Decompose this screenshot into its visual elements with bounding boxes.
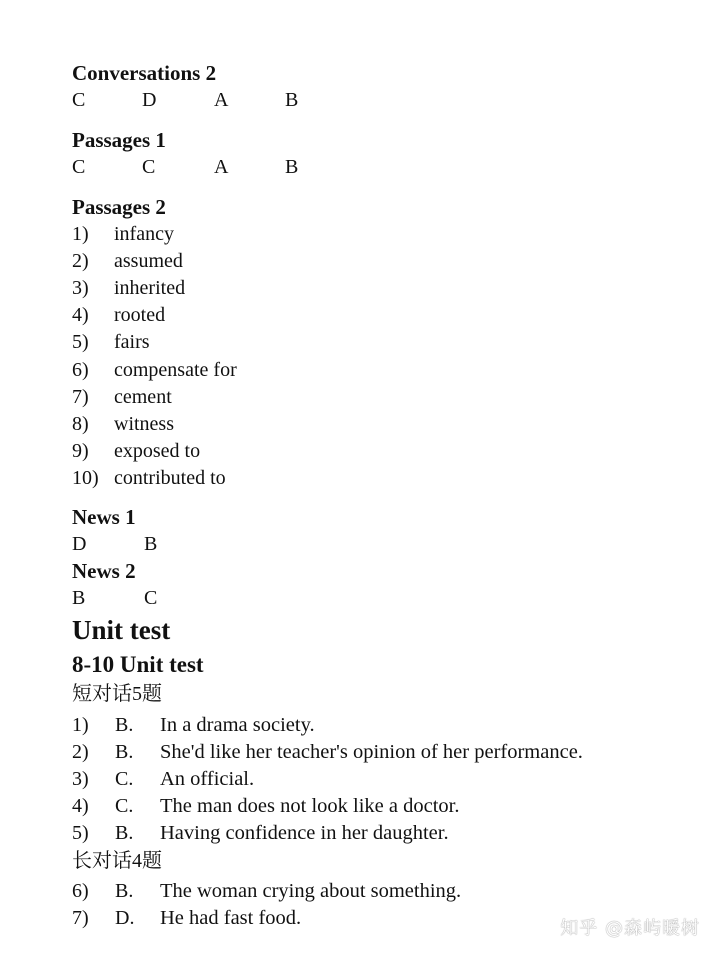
question-number: 6) — [72, 880, 89, 902]
section-title-news-1: News 1 — [72, 505, 136, 529]
answer-choice: C — [72, 156, 86, 178]
item-number: 2) — [72, 250, 89, 272]
answer-choice: A — [214, 156, 229, 178]
item-number: 3) — [72, 277, 89, 299]
question-answer-text: The man does not look like a doctor. — [160, 795, 460, 817]
item-answer: assumed — [114, 250, 183, 272]
question-choice: B. — [115, 880, 134, 902]
answer-choice: C — [144, 587, 158, 609]
item-answer: witness — [114, 413, 174, 435]
question-choice: D. — [115, 907, 135, 929]
section-title-passages-1: Passages 1 — [72, 128, 166, 152]
question-answer-text: Having confidence in her daughter. — [160, 822, 449, 844]
section-title-news-2: News 2 — [72, 559, 136, 583]
item-answer: fairs — [114, 331, 150, 353]
item-number: 6) — [72, 359, 89, 381]
question-answer-text: He had fast food. — [160, 907, 302, 929]
item-answer: infancy — [114, 223, 174, 245]
section-title-conversations-2: Conversations 2 — [72, 61, 217, 85]
answer-choice: C — [72, 89, 86, 111]
page-heading-unit-test: Unit test — [72, 615, 171, 645]
item-answer: contributed to — [114, 467, 226, 489]
item-number: 5) — [72, 331, 89, 353]
item-number: 9) — [72, 440, 89, 462]
section-title-passages-2: Passages 2 — [72, 195, 166, 219]
watermark-text: 知乎 @森屿暖树 — [560, 918, 700, 939]
answer-choice: B — [144, 533, 158, 555]
section-label-long-dialogues: 长对话4题 — [72, 850, 162, 872]
question-answer-text: The woman crying about something. — [160, 880, 462, 902]
item-answer: exposed to — [114, 440, 201, 462]
answer-choice: A — [214, 89, 229, 111]
question-choice: B. — [115, 822, 134, 844]
question-choice: C. — [115, 768, 134, 790]
item-answer: inherited — [114, 277, 186, 299]
question-choice: C. — [115, 795, 134, 817]
question-answer-text: In a drama society. — [160, 714, 315, 736]
question-choice: B. — [115, 714, 134, 736]
item-answer: cement — [114, 386, 172, 408]
section-title-unit-test: 8-10 Unit test — [72, 652, 204, 677]
item-number: 4) — [72, 304, 89, 326]
question-answer-text: She'd like her teacher's opinion of her performance. — [160, 741, 583, 763]
item-number: 1) — [72, 223, 89, 245]
item-answer: rooted — [114, 304, 166, 326]
item-number: 7) — [72, 386, 89, 408]
section-label-short-dialogues: 短对话5题 — [72, 683, 162, 705]
answer-key-page — [72, 0, 712, 960]
answer-choice: B — [72, 587, 86, 609]
question-number: 2) — [72, 741, 89, 763]
answer-choice: D — [142, 89, 157, 111]
question-choice: B. — [115, 741, 134, 763]
question-number: 1) — [72, 714, 89, 736]
question-number: 4) — [72, 795, 89, 817]
answer-choice: C — [142, 156, 156, 178]
answer-choice: B — [285, 156, 299, 178]
item-number: 8) — [72, 413, 89, 435]
question-answer-text: An official. — [160, 768, 255, 790]
answer-choice: B — [285, 89, 299, 111]
question-number: 3) — [72, 768, 89, 790]
question-number: 7) — [72, 907, 89, 929]
item-answer: compensate for — [114, 359, 237, 381]
item-number: 10) — [72, 467, 99, 489]
answer-choice: D — [72, 533, 87, 555]
question-number: 5) — [72, 822, 89, 844]
